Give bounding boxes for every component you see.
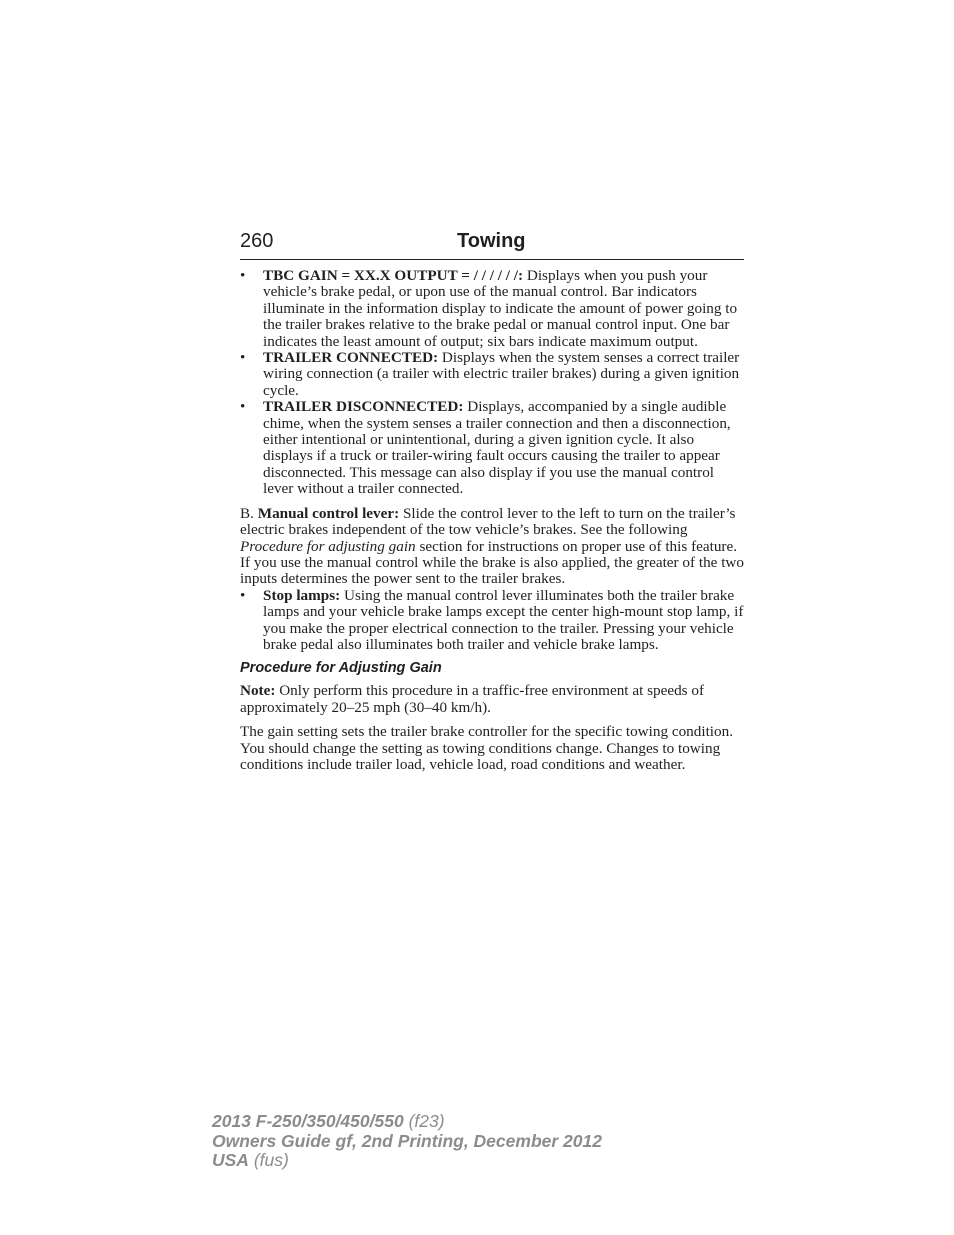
page-header [240, 229, 744, 260]
footer-code: (f23) [403, 1111, 445, 1131]
list-item [240, 268, 744, 350]
item-term: TBC GAIN = XX.X OUTPUT = / / / / / /: [263, 267, 524, 284]
note-term: Note: [240, 682, 276, 700]
note-text: Only perform this procedure in a traffic-free environment at speeds of approximately 20–25 mph (30–40 km/h). [240, 682, 705, 716]
footer-line [212, 1132, 712, 1152]
list-item [240, 399, 744, 497]
footer-line [212, 1112, 712, 1132]
list-item [240, 350, 744, 399]
section-text: Slide the control lever to the left to turn on the trailer’s electric brakes independent of the tow vehicle’s brakes. See the following [240, 504, 736, 539]
footer-printing: Owners Guide gf, 2nd Printing, December 2012 [212, 1130, 602, 1151]
cross-reference: Procedure for adjusting gain [240, 537, 416, 555]
footer-market: USA [212, 1150, 249, 1170]
list-item [240, 588, 744, 654]
item-term: TRAILER CONNECTED: [263, 349, 439, 367]
item-text: Displays when you push your vehicle’s brake pedal, or upon use of the manual control. Bar indicators illuminate in the information display to indicate the amount of power going to the trailer brakes relative to the brake pedal or manual control input. One bar indicates the least amount of output; six bars indicate maximum output. [263, 267, 738, 350]
manual-control-paragraph [240, 506, 744, 588]
page-content [240, 268, 744, 773]
bullet-icon: • [240, 267, 246, 284]
bullet-icon: • [240, 349, 246, 367]
item-term: Stop lamps: [263, 586, 341, 604]
stop-lamps-list [240, 588, 744, 654]
note-paragraph [240, 683, 744, 716]
page-footer [212, 1112, 712, 1171]
footer-model: 2013 F-250/350/450/550 [212, 1111, 404, 1131]
item-text: Displays, accompanied by a single audible chime, when the system senses a trailer connection and then a disconnection, either intentional or unintentional, during a given ignition cycle. It also displays if a truck or trailer-wiring fault occurs causing the trailer to appear disconnected. This message can also display if you use the manual control lever without a trailer connected. [263, 398, 731, 498]
item-text: Using the manual control lever illuminates both the trailer brake lamps and your vehicle brake lamps except the center high-mount stop lamp, if you make the proper electrical connection to the trailer. Pressing your vehicle brake pedal also illuminates both trailer and vehicle brake lamps. [263, 586, 744, 653]
gain-paragraph: The gain setting sets the trailer brake controller for the specific towing condition. You should change the setting as towing conditions change. Changes to towing conditions include trailer load, vehicle load, road conditions and weather. [240, 723, 734, 773]
page-number: 260 [240, 230, 274, 252]
footer-code: (fus) [248, 1150, 289, 1170]
section-subheading: Procedure for Adjusting Gain [240, 660, 442, 677]
section-term: Manual control lever: [257, 504, 400, 522]
footer-line [212, 1151, 712, 1171]
bullet-icon: • [240, 398, 246, 416]
bullet-icon: • [240, 586, 246, 604]
chapter-title: Towing [457, 230, 526, 252]
section-prefix: B. [240, 504, 258, 522]
item-term: TRAILER DISCONNECTED: [263, 398, 464, 416]
section-text: section for instructions on proper use of this feature. If you use the manual control while the brake is also applied, the greater of the two inputs determines the power sent to the trailer brakes. [240, 537, 744, 588]
display-messages-list [240, 268, 744, 498]
item-text: Displays when the system senses a correct trailer wiring connection (a trailer with electric trailer brakes) during a given ignition cycle. [263, 349, 740, 399]
